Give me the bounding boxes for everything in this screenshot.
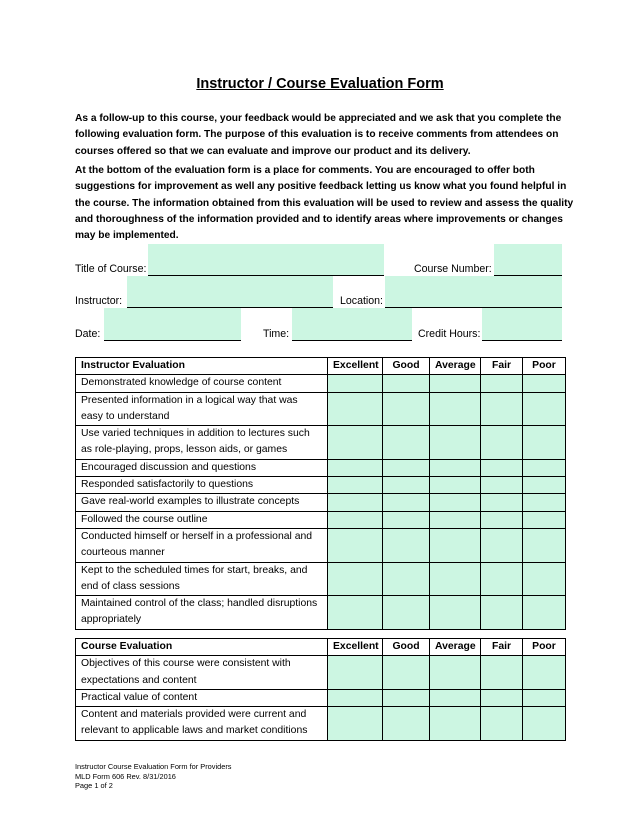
rating-cell-good[interactable]: [383, 689, 430, 706]
criterion-label: Followed the course outline: [76, 511, 328, 528]
table-row: [76, 494, 566, 511]
criterion-label: Content and materials provided were current and relevant to applicable laws and market conditions: [76, 707, 328, 741]
rating-cell-good[interactable]: [383, 707, 430, 741]
criterion-label: Presented information in a logical way that was easy to understand: [76, 392, 328, 426]
rating-cell-poor[interactable]: [523, 596, 566, 630]
rating-cell-excellent[interactable]: [328, 656, 383, 690]
criterion-label: Use varied techniques in addition to lectures such as role-playing, props, lesson aids, or games: [76, 426, 328, 460]
rating-cell-excellent[interactable]: [328, 459, 383, 476]
page-title: Instructor / Course Evaluation Form: [196, 76, 444, 92]
rating-cell-fair[interactable]: [481, 494, 523, 511]
instructor-evaluation-header: Instructor Evaluation: [76, 358, 328, 375]
instructor-input[interactable]: [127, 294, 333, 308]
rating-cell-average[interactable]: [430, 707, 481, 741]
rating-cell-excellent[interactable]: [328, 426, 383, 460]
col-fair: Fair: [481, 358, 523, 375]
col-average: Average: [430, 358, 481, 375]
criterion-label: Practical value of content: [76, 689, 328, 706]
rating-cell-poor[interactable]: [523, 459, 566, 476]
location-input[interactable]: [385, 294, 562, 308]
criterion-label: Kept to the scheduled times for start, breaks, and end of class sessions: [76, 562, 328, 596]
rating-cell-poor[interactable]: [523, 528, 566, 562]
rating-cell-fair[interactable]: [481, 511, 523, 528]
rating-cell-excellent[interactable]: [328, 477, 383, 494]
rating-cell-average[interactable]: [430, 562, 481, 596]
criterion-label: Conducted himself or herself in a professional and courteous manner: [76, 528, 328, 562]
table-row: [76, 528, 566, 562]
time-input[interactable]: [292, 327, 412, 341]
course-number-label: Course Number:: [414, 263, 492, 275]
criterion-label: Objectives of this course were consistent with expectations and content: [76, 656, 328, 690]
criterion-label: Maintained control of the class; handled disruptions appropriately: [76, 596, 328, 630]
rating-cell-good[interactable]: [383, 477, 430, 494]
rating-cell-fair[interactable]: [481, 707, 523, 741]
rating-cell-poor[interactable]: [523, 375, 566, 392]
rating-cell-poor[interactable]: [523, 494, 566, 511]
table-row: [76, 596, 566, 630]
rating-cell-excellent[interactable]: [328, 689, 383, 706]
footer-form-name: Instructor Course Evaluation Form for Providers: [75, 762, 232, 771]
criterion-label: Gave real-world examples to illustrate concepts: [76, 494, 328, 511]
rating-cell-poor[interactable]: [523, 392, 566, 426]
footer-form-number: MLD Form 606 Rev. 8/31/2016: [75, 771, 176, 781]
rating-cell-average[interactable]: [430, 528, 481, 562]
criterion-label: Demonstrated knowledge of course content: [76, 375, 328, 392]
footer-page-number: Page 1 of 2: [75, 781, 113, 790]
col-average: Average: [430, 639, 481, 656]
rating-cell-good[interactable]: [383, 596, 430, 630]
col-good: Good: [383, 358, 430, 375]
rating-cell-excellent[interactable]: [328, 392, 383, 426]
rating-cell-average[interactable]: [430, 511, 481, 528]
rating-cell-fair[interactable]: [481, 689, 523, 706]
rating-cell-poor[interactable]: [523, 707, 566, 741]
rating-cell-good[interactable]: [383, 375, 430, 392]
col-excellent: Excellent: [328, 358, 383, 375]
rating-cell-average[interactable]: [430, 426, 481, 460]
rating-cell-poor[interactable]: [523, 477, 566, 494]
rating-cell-good[interactable]: [383, 656, 430, 690]
credit-hours-input[interactable]: [482, 327, 562, 341]
rating-cell-average[interactable]: [430, 689, 481, 706]
rating-cell-good[interactable]: [383, 511, 430, 528]
date-label: Date:: [75, 328, 101, 340]
instructor-evaluation-table: [75, 357, 566, 630]
rating-cell-excellent[interactable]: [328, 511, 383, 528]
rating-cell-fair[interactable]: [481, 656, 523, 690]
col-good: Good: [383, 639, 430, 656]
rating-cell-poor[interactable]: [523, 511, 566, 528]
time-label: Time:: [263, 328, 290, 340]
table-row: [76, 562, 566, 596]
col-excellent: Excellent: [328, 639, 383, 656]
rating-cell-good[interactable]: [383, 528, 430, 562]
col-poor: Poor: [523, 639, 566, 656]
rating-cell-fair[interactable]: [481, 562, 523, 596]
credit-hours-label: Credit Hours:: [418, 328, 481, 340]
course-evaluation-header: Course Evaluation: [76, 639, 328, 656]
rating-cell-fair[interactable]: [481, 528, 523, 562]
rating-cell-excellent[interactable]: [328, 562, 383, 596]
rating-cell-poor[interactable]: [523, 426, 566, 460]
col-poor: Poor: [523, 358, 566, 375]
rating-cell-fair[interactable]: [481, 596, 523, 630]
title-of-course-label: Title of Course:: [75, 263, 147, 275]
rating-cell-poor[interactable]: [523, 562, 566, 596]
footer: [75, 762, 232, 791]
rating-cell-average[interactable]: [430, 596, 481, 630]
course-evaluation-table: [75, 638, 566, 741]
rating-cell-poor[interactable]: [523, 656, 566, 690]
table-row: [76, 392, 566, 426]
table-row: [76, 656, 566, 690]
rating-cell-good[interactable]: [383, 426, 430, 460]
intro-paragraph-1: As a follow-up to this course, your feedback would be appreciated and we ask that you complete the following evaluation form. The purpose of this evaluation is to receive comments from attendees on courses offered so that we can evaluate and improve our product and its delivery.: [75, 113, 562, 157]
rating-cell-average[interactable]: [430, 477, 481, 494]
instructor-label: Instructor:: [75, 295, 123, 307]
table-row: [76, 426, 566, 460]
date-input[interactable]: [104, 327, 241, 341]
intro-paragraph-2: At the bottom of the evaluation form is a place for comments. You are encouraged to offer both suggestions for improvement as well any positive feedback letting us know what you found helpful in the course. The information obtained from this evaluation will be used to review and assess the quality and thoroughness of the information provided and to identify areas where improvements or changes may be implemented.: [75, 165, 574, 242]
rating-cell-fair[interactable]: [481, 375, 523, 392]
rating-cell-average[interactable]: [430, 459, 481, 476]
rating-cell-average[interactable]: [430, 494, 481, 511]
rating-cell-fair[interactable]: [481, 426, 523, 460]
rating-cell-poor[interactable]: [523, 689, 566, 706]
rating-cell-fair[interactable]: [481, 477, 523, 494]
table-row: [76, 477, 566, 494]
rating-cell-average[interactable]: [430, 656, 481, 690]
rating-cell-good[interactable]: [383, 494, 430, 511]
title-of-course-input[interactable]: [148, 262, 384, 276]
rating-cell-good[interactable]: [383, 459, 430, 476]
rating-cell-average[interactable]: [430, 392, 481, 426]
table-row: [76, 511, 566, 528]
rating-cell-fair[interactable]: [481, 392, 523, 426]
table-row: [76, 375, 566, 392]
table-header-row: [76, 639, 566, 656]
table-row: [76, 689, 566, 706]
rating-cell-excellent[interactable]: [328, 707, 383, 741]
table-header-row: [76, 358, 566, 375]
table-row: [76, 459, 566, 476]
col-fair: Fair: [481, 639, 523, 656]
rating-cell-excellent[interactable]: [328, 528, 383, 562]
rating-cell-good[interactable]: [383, 392, 430, 426]
rating-cell-fair[interactable]: [481, 459, 523, 476]
criterion-label: Encouraged discussion and questions: [76, 459, 328, 476]
rating-cell-excellent[interactable]: [328, 494, 383, 511]
table-row: [76, 707, 566, 741]
location-label: Location:: [340, 295, 383, 307]
rating-cell-good[interactable]: [383, 562, 430, 596]
criterion-label: Responded satisfactorily to questions: [76, 477, 328, 494]
rating-cell-excellent[interactable]: [328, 596, 383, 630]
rating-cell-average[interactable]: [430, 375, 481, 392]
rating-cell-excellent[interactable]: [328, 375, 383, 392]
course-number-input[interactable]: [494, 262, 562, 276]
